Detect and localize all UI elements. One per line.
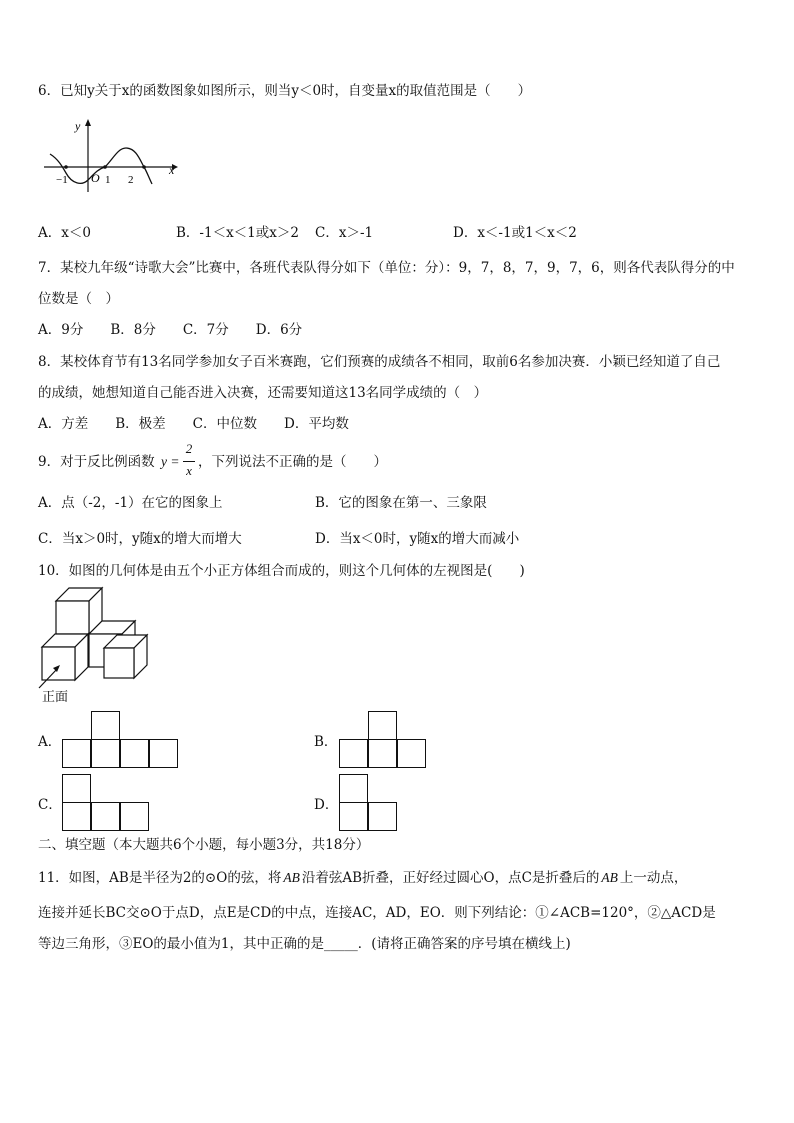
q10-stem: 10．如图的几何体是由五个小正方体组合而成的，则这个几何体的左视图是( ) xyxy=(38,563,525,579)
q6-option-b: B．-1＜x＜1或x＞2 xyxy=(176,225,299,241)
q11-line1 xyxy=(38,869,687,887)
q9-option-c: C．当x＞0时，y随x的增大而增大 xyxy=(38,531,242,547)
origin-label: O xyxy=(91,171,100,185)
axis-y-label: y xyxy=(75,119,81,133)
q7-options: A．9分 B．8分 C．7分 D．6分 xyxy=(38,322,303,338)
axis-x-label: x xyxy=(169,163,175,177)
q11-line1-part-c: 上一动点， xyxy=(619,870,688,886)
q9-stem-pre: 9．对于反比例函数 xyxy=(38,454,155,470)
q6-stem: 6．已知y关于x的函数图象如图所示，则当y＜0时，自变量x的取值范围是（ ） xyxy=(38,83,532,99)
q10-option-c-figure xyxy=(62,774,151,832)
q6-option-a: A．x＜0 xyxy=(38,225,91,241)
q10-option-a-figure xyxy=(62,711,180,769)
q7-stem-line2: 位数是（ ） xyxy=(38,291,119,307)
tick-label-1: 1 xyxy=(105,174,111,186)
root-dot-1 xyxy=(103,165,107,169)
q8-stem-line2: 的成绩，她想知道自己能否进入决赛，还需要知道这13名同学成绩的（ ） xyxy=(38,385,488,401)
q11-arc-ab-1: AB xyxy=(283,870,300,885)
q7-stem-line1: 7．某校九年级“诗歌大会”比赛中，各班代表队得分如下（单位：分）：9，7，8，7，9，7，6，则各代表队得分的中 xyxy=(38,260,735,276)
q6-option-c: C．x＞-1 xyxy=(315,225,374,241)
q10-option-c-label: C． xyxy=(38,797,62,813)
root-dot-m1 xyxy=(64,165,68,169)
q10-option-d-figure xyxy=(339,774,399,832)
q9-stem-post: ，下列说法不正确的是（ ） xyxy=(198,454,387,470)
q6-option-d: D．x＜-1或1＜x＜2 xyxy=(453,225,577,241)
root-dot-2 xyxy=(142,165,146,169)
q9-denominator: x xyxy=(186,463,192,478)
y-axis-arrow xyxy=(85,119,91,126)
q9-func-lhs: y = xyxy=(161,454,180,469)
q11-line1-part-b: 沿着弦AB折叠，正好经过圆心O，点C是折叠后的 xyxy=(301,870,600,886)
q11-line2: 连接并延长BC交⊙O于点D，点E是CD的中点，连接AC，AD，EO．则下列结论：①∠ACB=120°，②△ACD是 xyxy=(38,905,716,921)
q9-fraction-bar xyxy=(183,461,195,462)
q10-front-label: 正面 xyxy=(42,690,69,705)
tick-label-2: 2 xyxy=(128,174,134,186)
q10-option-b-figure xyxy=(339,711,428,769)
q9-option-a: A．点（-2，-1）在它的图象上 xyxy=(38,495,223,511)
q6-function-graph xyxy=(38,114,188,194)
q8-stem-line1: 8．某校体育节有13名同学参加女子百米赛跑，它们预赛的成绩各不相同，取前6名参加决赛．小颖已经知道了自己 xyxy=(38,354,721,370)
q9-option-b: B．它的图象在第一、三象限 xyxy=(315,495,487,511)
q8-options: A．方差 B．极差 C．中位数 D．平均数 xyxy=(38,416,349,432)
q11-line1-part-a: 11．如图，AB是半径为2的⊙O的弦，将 xyxy=(38,870,282,886)
q10-option-b-label: B． xyxy=(314,734,338,750)
q11-arc-ab-2: AB xyxy=(601,870,618,885)
q11-line3: 等边三角形，③EO的最小值为1，其中正确的是_____．(请将正确答案的序号填在横线上) xyxy=(38,936,571,952)
q9-numerator: 2 xyxy=(185,441,193,456)
q9-option-d: D．当x＜0时，y随x的增大而减小 xyxy=(315,531,520,547)
q10-option-a-label: A． xyxy=(38,734,62,750)
section-2-heading: 二、填空题（本大题共6个小题，每小题3分，共18分） xyxy=(38,837,370,853)
q10-option-d-label: D． xyxy=(314,797,339,813)
tick-label-m1: −1 xyxy=(56,174,68,186)
